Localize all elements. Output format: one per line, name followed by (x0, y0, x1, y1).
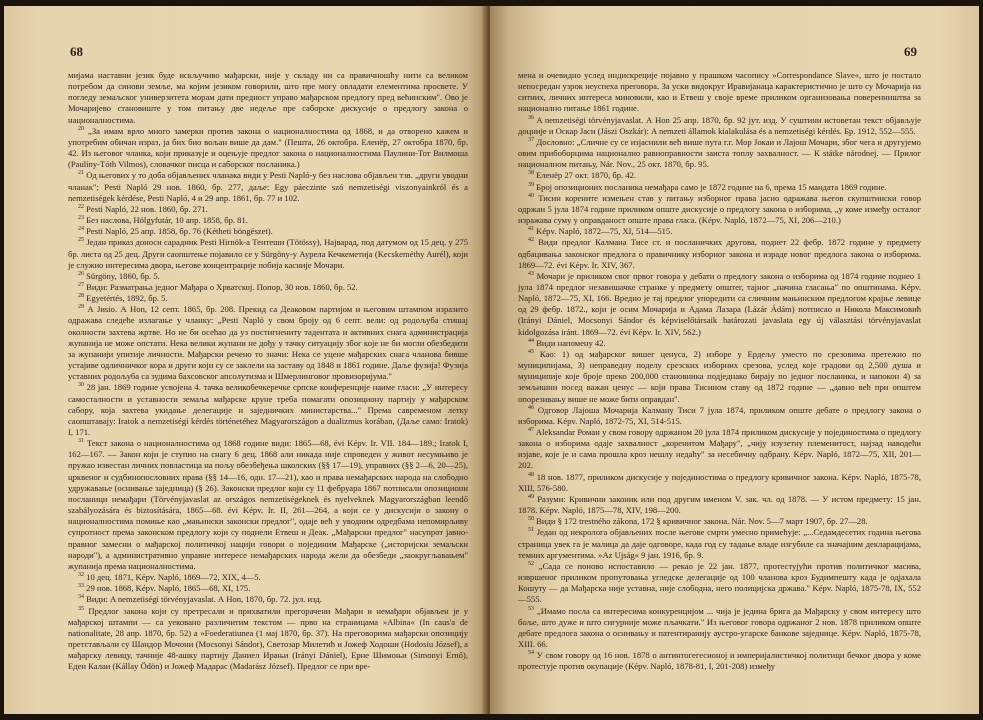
footnote-number: 54 (528, 650, 534, 657)
footnote-paragraph (518, 472, 921, 494)
footnote-paragraph (518, 349, 921, 405)
footnote-text: „За имам врло много замерки против закона о националностима од 1868, и да отворено кажем и употребим обичан израз, ја бих био вољан више да дам." (Пешта, 26 октобра. Еленёр, 27 октобра 1870, бр. 42. Из његовог чланка, који приказује и оцењује предлог закона о националностима Паулини-Тот Вилмоша (Paulíny-Tóth Vilmos), словачког писца и саборског посланика.) (68, 125, 468, 170)
footnote-number: 33 (78, 583, 84, 590)
footnote-paragraph (68, 70, 468, 126)
footnote-text: Еленёр 27 окт. 1870, бр. 42. (536, 170, 637, 181)
footnote-number: 49 (528, 494, 534, 501)
footnote-paragraph (68, 282, 468, 293)
footnote-text: Одговор Лајоша Мочарија Калману Тиси 7 јула 1874, приликом опште дебате о предлогу закона о изборима. Képv. Napló, 1872-75, XI, 514-515. (518, 404, 921, 426)
footnote-paragraph (518, 516, 921, 527)
footnote-text: Egyetértés, 1892, бр. 5. (86, 293, 168, 304)
footnote-number: 21 (78, 170, 84, 177)
footnote-paragraph (68, 583, 468, 594)
footnote-number: 36 (528, 114, 534, 121)
footnote-number: 32 (78, 572, 84, 579)
footnote-number: 38 (528, 170, 534, 177)
footnote-paragraph (518, 70, 921, 115)
footnote-number: 47 (528, 427, 534, 434)
footnote-text: Képv. Napló, 1872—75, XI, 514—515. (536, 226, 673, 237)
footnote-paragraph (518, 427, 921, 472)
footnote-paragraph (518, 650, 921, 672)
page-number-right: 69 (904, 44, 917, 59)
footnote-paragraph (68, 304, 468, 382)
footnote-text: Предлог закона који су претресали и прихватили прегорачени Мађари и немађари објављен је у мађарској штампи — са уековано различитим текстом — прво на страницама »Albina« (In caus'a de nationalitate, 28 апр. 1870, бр. 52) а »Foederatiunea (1 мај 1870, бр. 37). На преговорима мађарски опозицију претстављали су Шандор Мочони (Mocsonyi Sándor), Светозар Милетић и Јожеф Ходоши (Hodosiu József), а мађарску левицу, тачније 48-ашку партију Даниел Ирањи (Irányi Dániel), Ерне Шимоњи (Simonyi Ernő), Еден Калаи (Kállay Ödön) и Јожеф Мадарас (Madarász József). Предлог се при вре- (68, 605, 468, 672)
footnote-number: 48 (528, 471, 534, 478)
footnote-paragraph (518, 527, 921, 560)
footnote-paragraph (518, 193, 921, 226)
footnote-paragraph (68, 237, 468, 270)
footnote-number: 53 (528, 605, 534, 612)
footnote-paragraph (68, 215, 468, 226)
footnote-paragraph (518, 338, 921, 349)
footnote-paragraph (68, 226, 468, 237)
footnote-paragraph (68, 606, 468, 673)
footnote-text: Sürgöny, 1860, бр. 5. (86, 270, 160, 281)
footnote-text: Pesti Napló, 25 апр. 1858, бр. 76 (Kétheti böngészet). (86, 226, 273, 237)
footnote-text: Један приказ доноси сарадник Pesti Hirnök-а Тентеши (Tötössy), Најварад, под датумом од 15 дец. у 275 бр. листа од 25 дец. Други саопштење појавило се у Sürgöny-у Аурела Кечкеметија (Kecskeméthy Aurél), који је служио интересима двора, његове концентрације побија касније Мочари. (68, 237, 468, 270)
footnote-text: Тисин корените измењен став у питању изборног права јасно одражава његов скупштински говор одржан 5 јула 1874 године приликом опште дискусије о предлогу закона о изборима, „у коме између осталог изражава суму у оправданост опште права гласа. (Képv. Napló, 1872—75, XI, 206—210.) (518, 192, 921, 226)
footnote-text: мена и очевидно услед индискреције појавио у прашком часопису »Correspondance Slave«, што је постало непосредан узрок неуспеха преговора. За уски видокруг Иравијанаца карактеристично је што су Мочарија на ситних, личних интереса миновили, као и Етвеш у своје време приликом организовања поверенништва за национално питање 1861 године. (518, 70, 921, 114)
right-page (490, 6, 979, 714)
footnote-paragraph (68, 293, 468, 304)
footnote-paragraph (518, 271, 921, 338)
footnote-paragraph (518, 561, 921, 606)
footnote-number: 46 (528, 404, 534, 411)
footnote-paragraph (518, 494, 921, 516)
footnote-text: мијама наставни језик буде искључиво мађарски, није у складу ни са правичношћу нити са великом потребом да синови земље, ма којим језиком говорили, што пре могу овладати елементима просвете. У погледу земаљског универзитета морам дати предност управо мађарском предлогу пред већинским". Ово је Мочаријево становиште у том питању две недеље пре саборске дискусије о предлогу закона о националностима. (68, 70, 468, 125)
footnote-paragraph (518, 606, 921, 651)
footnote-number: 35 (78, 605, 84, 612)
footnote-text: Aleksandar Роман у свом говору одржаном 20 јула 1874 приликом дискусије у појединостима о предлогу закона о изборима одаје захвалност „коренитом Мађару", „чију изузетну племенитост, најзад наводећи изјаве, које је и сама прошла кроз нешлу недаћу" за несебичну одбрану. Képv. Napló, 1872—75, XII, 201—202. (518, 427, 921, 471)
footnote-paragraph (518, 237, 921, 270)
footnote-number: 39 (528, 181, 534, 188)
footnote-text: А Jиsiо. А Hon, 12 септ. 1865, бр. 208. Прекид са Деаковом партијом и његовим штампом изразито одражава следеће излагање у чланку: „Pesti Napló у свом броју од 6 септ. вели: од родољуба стишај околности захтева жртве. Но не би осећао да уз постигнениту тадентата и активних снага администрација жупанија не може опстати. Нека велики жупани не дођу у тачку ситуацију због које не би могли обезбедити за жупанији упитије личности. Мађарски речено то значи: Нека се уцене мађарских снага чланова бивше устајиве одличничког кора и други који су се заклели на заставу од 1848 и 1861 године. Даље фузија! Фузија уставних родољуба са зудима бахсовског апсолутизма и Шмерлинговог провизоријума." (68, 304, 468, 382)
footnote-text: Види § 172 trestného zákona, 172 § кривичног закона. Nár. Nov. 5—7 март 1907, бр. 27—28. (536, 516, 868, 527)
footnote-number: 24 (78, 226, 84, 233)
footnote-number: 29 (78, 304, 84, 311)
footnote-paragraph (518, 226, 921, 237)
footnote-text: „Сада се поново испоставило — рекао је 22 јан. 1877, протестујући против политичког масива, извршеног приликом пропутовања угледске делегације од 100 чланова кроз Будимпешту када је одјахала Кошуту — да Мађарска није уставна, није слободна, него полицијска држава." Képv. Napló, 1875-78, IX, 552—555. (518, 560, 922, 605)
footnote-number: 25 (78, 237, 84, 244)
footnote-paragraph (68, 170, 468, 203)
footnote-text: Види: A nemzetiségi törvényjavaslat. А Hon, 1870, бр. 72. јул. изд. (86, 594, 322, 605)
footnote-text: Мочари је приликом свог првог говора у дебати о предлогу закона о изборима од 1874 године поднео 1 јула 1874 предлог незавишачке странке у предмету општег, тајног „начина гласања" по општинама. Képv. Napló, 1872—75, XI, 166. Вредно је тај предлог упоредити са сличним мањинским предлогом краjње левице од 29 фебр. 1872., који је осим Мочарија и Адама Лазара (Lázár Ádám) потписао и Никола Максимовић (Irányi Dániel, Mocsonyi Sándor és képviselőtársaik határozati javaslata egy új választási törvényjavaslat kidolgozása iránt. 1869—72. évi Képv. Ir. XIV, 562.) (518, 270, 921, 337)
footnote-number: 27 (78, 282, 84, 289)
footnote-number: 44 (528, 337, 534, 344)
footnote-text: Види предлог Калмана Тисе ст. и посланичких другова, поднет 22 фебр. 1872 године у предмету одбацивања законског предлога о правичнику изборног закона и израде новог предлога закона о изборима. 1869—72. évi Képv. Ir. XIV, 367. (518, 237, 921, 270)
footnote-text: Као: 1) од мађарског вишег ценуса, 2) изборе у Ердељу уместо по срезовима претежно по муниципијама, 3) неправедну поделу срезских изборних срезова, услед које градови од 2,500 душа и муниципије које броје преко 200,000 становника подједнако бирају по једног посланика, и напокон 4) за земљишни посед важан ценус — који права Тисином ставу од 1872 године — „давно већ при општем опорезивању више не може бити оправдан". (518, 348, 921, 404)
footnote-text: 18 нов. 1877, приликом дискусије у појединостима о предлогу кривичног закона. Képv. Napló, 1875-78, XIII, 576-580. (518, 471, 921, 493)
footnote-number: 20 (78, 125, 84, 132)
footnote-paragraph (68, 572, 468, 583)
footnote-paragraph (68, 438, 468, 572)
page-number-left: 68 (70, 44, 83, 59)
footnote-text: Дословно: „Сличне су се изјаснили већ више пута г.г. Мор Јокаи и Лајош Мочари, због чега и другујемо овим прибоборцима национално равноправности заиста топлу захвалност. — К státke národnej. — Прилог националном питању, Nár. Nov., 25 окт. 1870, бр. 95. (518, 136, 921, 170)
footnote-paragraph (68, 594, 468, 605)
footnote-paragraph (68, 204, 468, 215)
footnote-text: „Имамо посла са интересима конкуренцијом ... чија је једина брига да Мађарску у свом интересу што боље, што дуже и што сигурније може пљачкати." Из његовог говора одржаног 2 нов. 1878 приликом опште дебате предлога закона о оснивању и патентиранију аустро-угарске банкове заједнице. Képv. Napló, 1875-78, XIII. 66. (518, 605, 921, 649)
footnote-number: 22 (78, 204, 84, 211)
footnote-number: 43 (528, 270, 534, 277)
footnote-text: 10 дец. 1871, Képv. Napló, 1869—72, XIX, 4—5. (86, 572, 261, 583)
footnote-text: Види: Разматрања једног Мађара о Хрватској. Попор, 30 нов. 1860, бр. 52. (86, 281, 358, 292)
footnote-paragraph (68, 382, 468, 438)
footnote-paragraph (68, 126, 468, 171)
footnote-text: Види напомену 42. (536, 337, 606, 348)
footnote-text: Pesti Napló, 22 нов. 1860, бр. 271. (86, 203, 208, 214)
left-page (4, 6, 488, 714)
footnote-text: Без наслова, Hölgyfutár, 10 апр. 1858, бр. 81. (86, 215, 248, 226)
footnote-paragraph (518, 170, 921, 181)
footnote-number: 51 (528, 527, 534, 534)
footnote-number: 30 (78, 382, 84, 389)
footnote-text: Од његових у то доба објављених чланака види у Pesti Napló-у без наслова објављен тзв. „други уводни чланак"; Pesti Napló 29 нов. 1860, бр. 277, даље: Egy páесzinte szó nemzetiségi viszonyainkról és a nemzetiségek kérdése, Pesti Napló, 4 и 29 апр. 1861, бр. 77 и 102. (68, 170, 468, 203)
footnote-number: 50 (528, 516, 534, 523)
footnote-paragraph (518, 137, 921, 170)
footnote-text: Текст закона о националностима од 1868 године види: 1865—68, évi Képv. Ir. VII. 184—189.; Iratok I, 162—167. — Закон који је ступио на снагу 6 дец. 1868 али никада није спроведен у живот несумњиво је пружао известан личних повластица на пољу обезбеђења школских (§§ 17—19), управних (§§ 2—6, 20—25), црквеног и судбинопословних права (§§ 14—16, одн. 17—21), као и права немађарских народа на слободно удружавање (оснивање заједница) (§ 26). Законски предлог који су 11 фебруара 1867 потписали опозициони посланици немађари (Törvényjavaslat az országos nemzetiségeknek és nyelveknek Magyarországban leendő szabályozására és biztosítására, 1865—68. évi Képv. Ir. II, 261—264, а који се у дискусији о закону о националностима помиње као „мањински законски предлог", одаје већ у уводним одредбама непомирљиву супротност према законском предлогу који су поднели Етвеш и Деак. „Мађарски предлог" насупрот јавно-правног замесни о мађарској политичкој нацији говори о појединим Мађарске („историјски земаљски народи"), а административно управне интересе немађарских народа жели да обезбеди „заокругљавањем" жупанија према националностима. (68, 438, 468, 571)
footnote-paragraph (518, 182, 921, 193)
footnote-text: A nemzetiségi törvényjavaslat. А Hon 25 апр. 1870, бр. 92 јут. изд. У суштини истоветан текст објављује доцније и Оскар Јаси (Jászi Oszkár): A nemzeti államok kialakulása és a nemzetiségi kérdés. Бр. 1912, 552—555. (518, 114, 921, 136)
footnote-text: Један од некролога објављених после његове смрти умесно примећује: „...Седамдесетих година његова страница увек га је малица да даје одговоре, када год су тадање владе изгубиле са значајним декларацијама, темних аргументима. »Az Ujság« 9 јан. 1916, бр. 9. (518, 527, 921, 560)
footnote-text: Разуми: Кривични законик или под другим именом V. зак. чл. од 1878. — У истом предмету: 15 јан. 1878. Képv. Napló, 1875—78, XIV, 198—200. (518, 493, 921, 516)
footnote-text: Број опозиционих посланика немађара само је 1872 године на 6, према 15 мандата 1869 године. (536, 181, 887, 192)
footnote-number: 28 (78, 293, 84, 300)
footnote-number: 37 (528, 137, 534, 144)
footnote-number: 45 (528, 349, 534, 356)
right-page-text (518, 70, 921, 672)
footnote-number: 34 (78, 594, 84, 601)
footnote-number: 41 (528, 226, 534, 233)
footnote-text: 29 нов. 1868, Képv. Napló, 1865—68, XI, 175. (86, 583, 251, 594)
footnote-number: 40 (528, 192, 534, 199)
footnote-text: 28 јан. 1869 године усвојена 4. тачка великобечкеречке српске конференције наиме гласи: „У интересу самосталности и уставности земаља мађарске круне треба помагати опозициону партију у мађарском сабору, која захтева укидање делегације и заједничких министарства..." Према савременом летку саопштавају: Iratok a nemzetiségi kérdés történetéhez Magyarországon a dualizmus korában, (Даље само: Iratok) I, 171. (68, 382, 468, 437)
footnote-number: 52 (528, 561, 534, 568)
footnote-paragraph (68, 271, 468, 282)
left-page-text (68, 70, 468, 672)
footnote-number: 26 (78, 270, 84, 277)
footnote-paragraph (518, 405, 921, 427)
footnote-text: У свом говору од 16 нов. 1878 о антинтогегесионој и империјалистичкој политици бечког двора у коме протестује против окупације (Képv. Napló, 1878-81, I, 201-208) између (518, 650, 921, 672)
footnote-number: 31 (78, 438, 84, 445)
footnote-number: 23 (78, 215, 84, 222)
footnote-number: 42 (528, 237, 534, 244)
footnote-paragraph (518, 115, 921, 137)
